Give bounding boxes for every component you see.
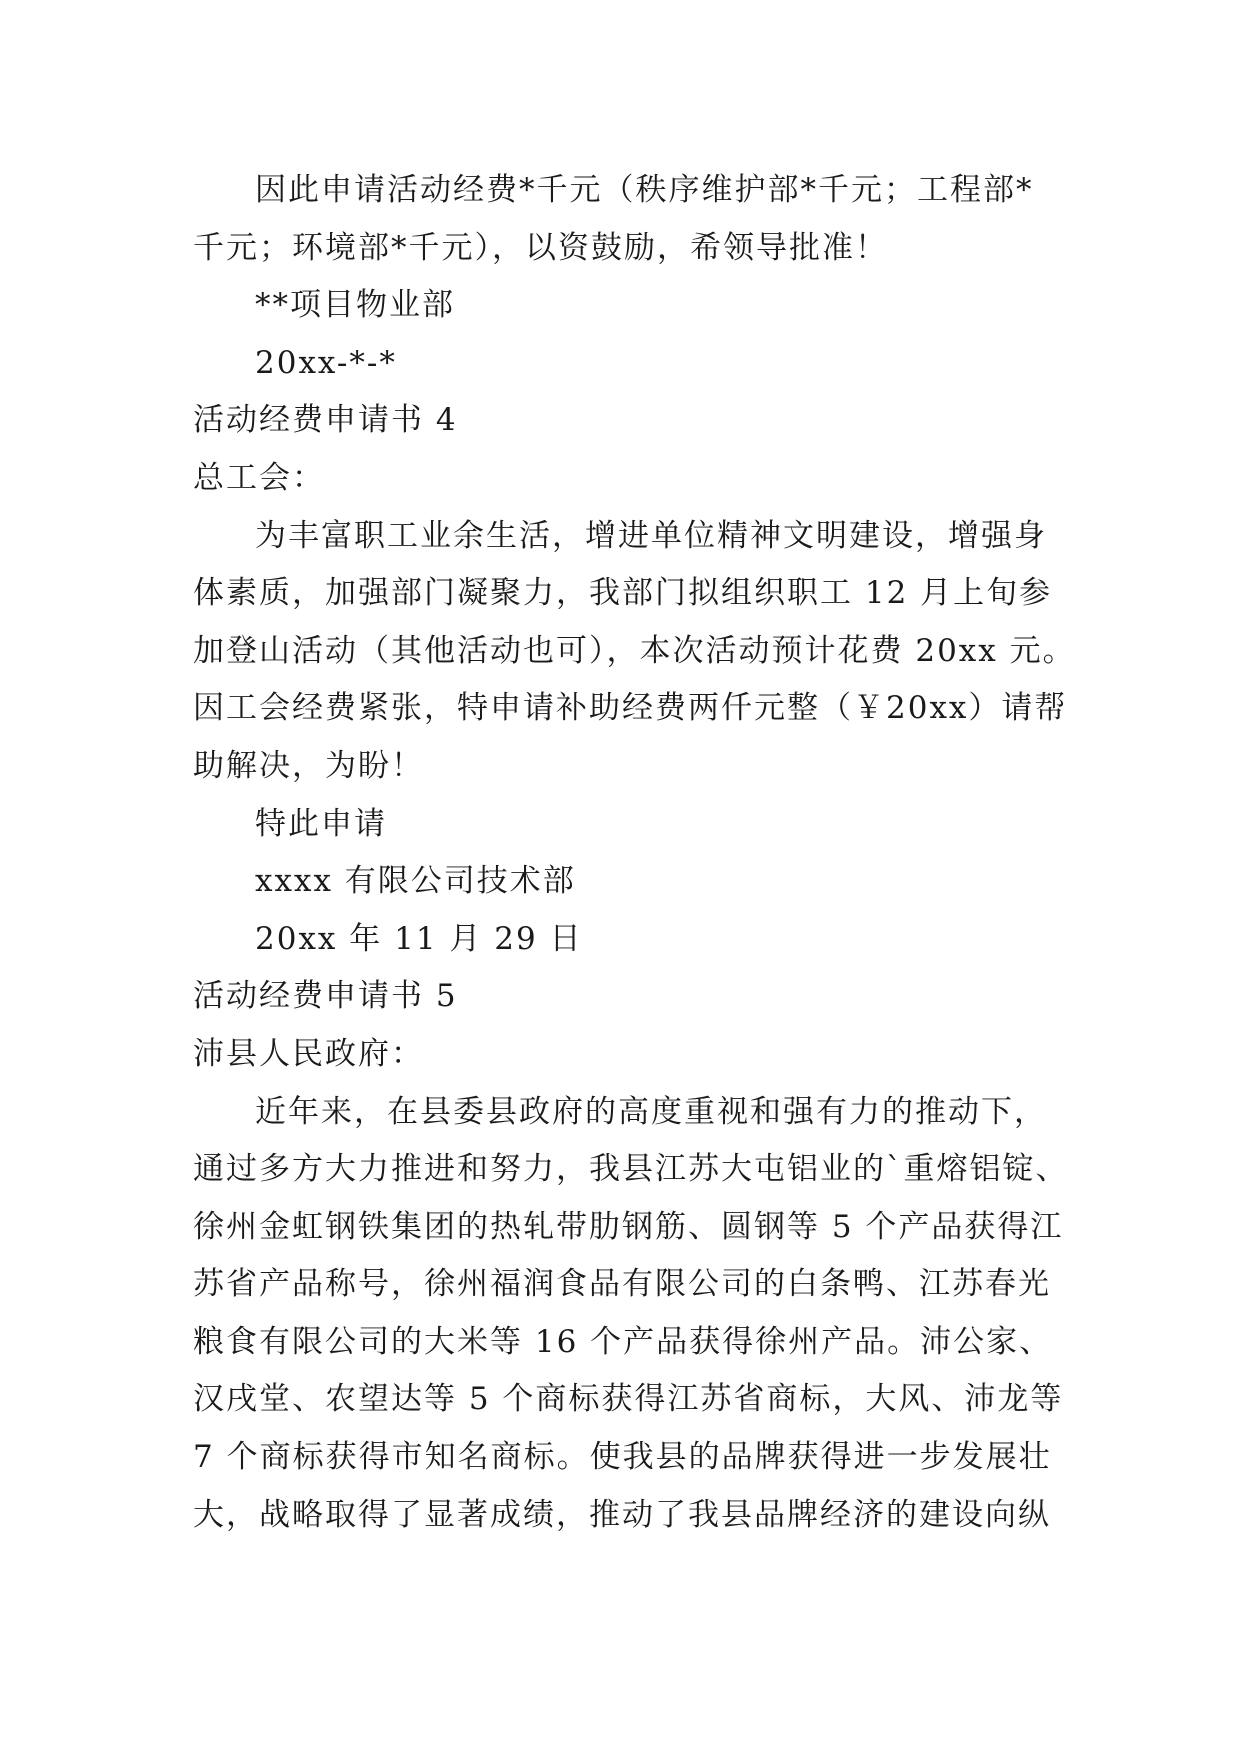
paragraph-line: 粮食有限公司的大米等 16 个产品获得徐州产品。沛公家、 <box>193 1323 1053 1360</box>
paragraph-line: 大，战略取得了显著成绩，推动了我县品牌经济的建设向纵 <box>193 1496 1051 1533</box>
paragraph-line: 加登山活动（其他活动也可），本次活动预计花费 20xx 元。 <box>193 632 1076 669</box>
closing-phrase: 特此申请 <box>255 805 387 842</box>
signature-department: **项目物业部 <box>255 287 455 324</box>
paragraph-line: 近年来，在县委县政府的高度重视和强有力的推动下， <box>255 1093 1047 1130</box>
salutation: 沛县人民政府： <box>193 1035 424 1072</box>
section-heading: 活动经费申请书 5 <box>193 978 458 1015</box>
paragraph-line: 苏省产品称号，徐州福润食品有限公司的白条鸭、江苏春光 <box>193 1266 1051 1303</box>
paragraph-line: 体素质，加强部门凝聚力，我部门拟组织职工 12 月上旬参 <box>193 575 1053 612</box>
signature-department: xxxx 有限公司技术部 <box>255 863 576 900</box>
paragraph-line: 为丰富职工业余生活，增进单位精神文明建设，增强身 <box>255 517 1047 554</box>
paragraph-line: 徐州金虹钢铁集团的热轧带肋钢筋、圆钢等 5 个产品获得江 <box>193 1208 1064 1245</box>
signature-date: 20xx 年 11 月 29 日 <box>255 920 583 957</box>
paragraph-line: 因此申请活动经费*千元（秩序维护部*千元；工程部* <box>255 172 1034 208</box>
paragraph-line: 因工会经费紧张，特申请补助经费两仟元整（￥20xx）请帮 <box>193 690 1068 727</box>
salutation: 总工会： <box>193 459 325 496</box>
section-heading: 活动经费申请书 4 <box>193 402 458 439</box>
paragraph-line: 7 个商标获得市知名商标。使我县的品牌获得进一步发展壮 <box>193 1439 1052 1476</box>
paragraph-line: 千元；环境部*千元），以资鼓励，希领导批准！ <box>193 229 888 266</box>
signature-date: 20xx-*-* <box>255 344 397 381</box>
paragraph-line: 通过多方大力推进和努力，我县江苏大屯铝业的`重熔铝锭、 <box>193 1151 1069 1188</box>
paragraph-line: 汉戌堂、农望达等 5 个商标获得江苏省商标，大风、沛龙等 <box>193 1381 1064 1418</box>
document-body <box>193 162 1076 1544</box>
paragraph-line: 助解决，为盼！ <box>193 747 424 784</box>
